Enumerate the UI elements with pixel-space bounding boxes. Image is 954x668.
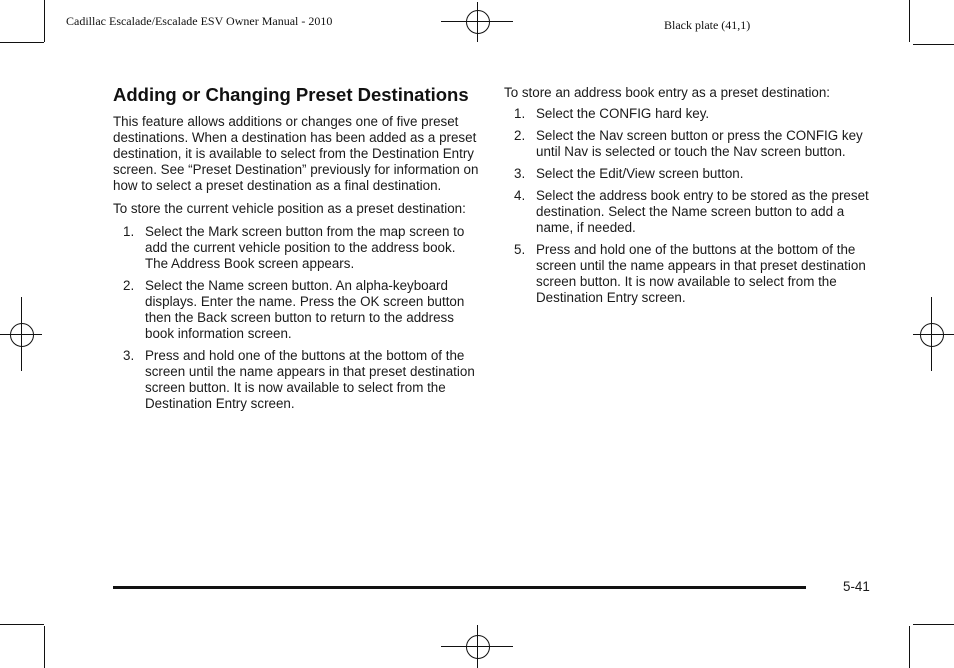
- left-column: [113, 84, 479, 418]
- list-item: [113, 348, 479, 412]
- list-item: [113, 278, 479, 342]
- step-number: 1.: [514, 106, 526, 121]
- crop-mark: [0, 42, 44, 43]
- step-text: Select the Mark screen button from the map screen to add the current vehicle position to the address book. The Address Book screen appears.: [145, 224, 465, 271]
- list-item: [504, 106, 872, 122]
- steps-list-vehicle-position: [113, 224, 479, 412]
- page-number: 5-41: [843, 579, 870, 594]
- step-text: Select the Nav screen button or press the CONFIG key until Nav is selected or touch the Nav screen button.: [536, 128, 863, 159]
- step-number: 3.: [123, 348, 135, 363]
- plate-label: Black plate (41,1): [664, 18, 751, 32]
- step-number: 2.: [123, 278, 135, 293]
- list-item: [504, 188, 872, 236]
- lead-paragraph: To store an address book entry as a preset destination:: [504, 85, 831, 100]
- step-text: Press and hold one of the buttons at the bottom of the screen until the name appears in that preset destination screen button. It is now available to select from the Destination Entry screen.: [145, 348, 475, 411]
- crop-mark: [913, 44, 954, 45]
- step-text: Select the CONFIG hard key.: [536, 106, 710, 121]
- step-number: 3.: [514, 166, 526, 181]
- step-text: Select the Name screen button. An alpha-keyboard displays. Enter the name. Press the OK screen button then the Back screen button to return to the address book information screen.: [145, 278, 465, 341]
- section-heading: Adding or Changing Preset Destinations: [113, 84, 469, 105]
- footer-rule: [113, 586, 806, 589]
- step-text: Press and hold one of the buttons at the bottom of the screen until the name appears in that preset destination screen button. It is now available to select from the Destination Entry screen.: [536, 242, 866, 305]
- list-item: [504, 242, 872, 306]
- manual-title: Cadillac Escalade/Escalade ESV Owner Manual - 2010: [66, 14, 333, 28]
- right-column: [504, 85, 872, 312]
- list-item: [113, 224, 479, 272]
- step-number: 5.: [514, 242, 526, 257]
- crop-mark: [0, 624, 44, 625]
- crop-mark: [909, 626, 910, 668]
- list-item: [504, 166, 872, 182]
- intro-paragraph: This feature allows additions or changes one of five preset destinations. When a destination has been added as a preset destination, it is available to select from the Destination Entry screen. See “Preset Destination” previously for information on how to select a preset destination as a final destination.: [113, 114, 479, 193]
- lead-paragraph: To store the current vehicle position as a preset destination:: [113, 201, 466, 216]
- crop-mark: [44, 0, 45, 42]
- step-number: 4.: [514, 188, 526, 203]
- step-number: 2.: [514, 128, 526, 143]
- steps-list-address-book: [504, 106, 872, 306]
- crop-mark: [913, 624, 954, 625]
- step-text: Select the Edit/View screen button.: [536, 166, 744, 181]
- list-item: [504, 128, 872, 160]
- step-text: Select the address book entry to be stored as the preset destination. Select the Name screen button to add a name, if needed.: [536, 188, 869, 235]
- step-number: 1.: [123, 224, 135, 239]
- crop-mark: [44, 626, 45, 668]
- crop-mark: [909, 0, 910, 42]
